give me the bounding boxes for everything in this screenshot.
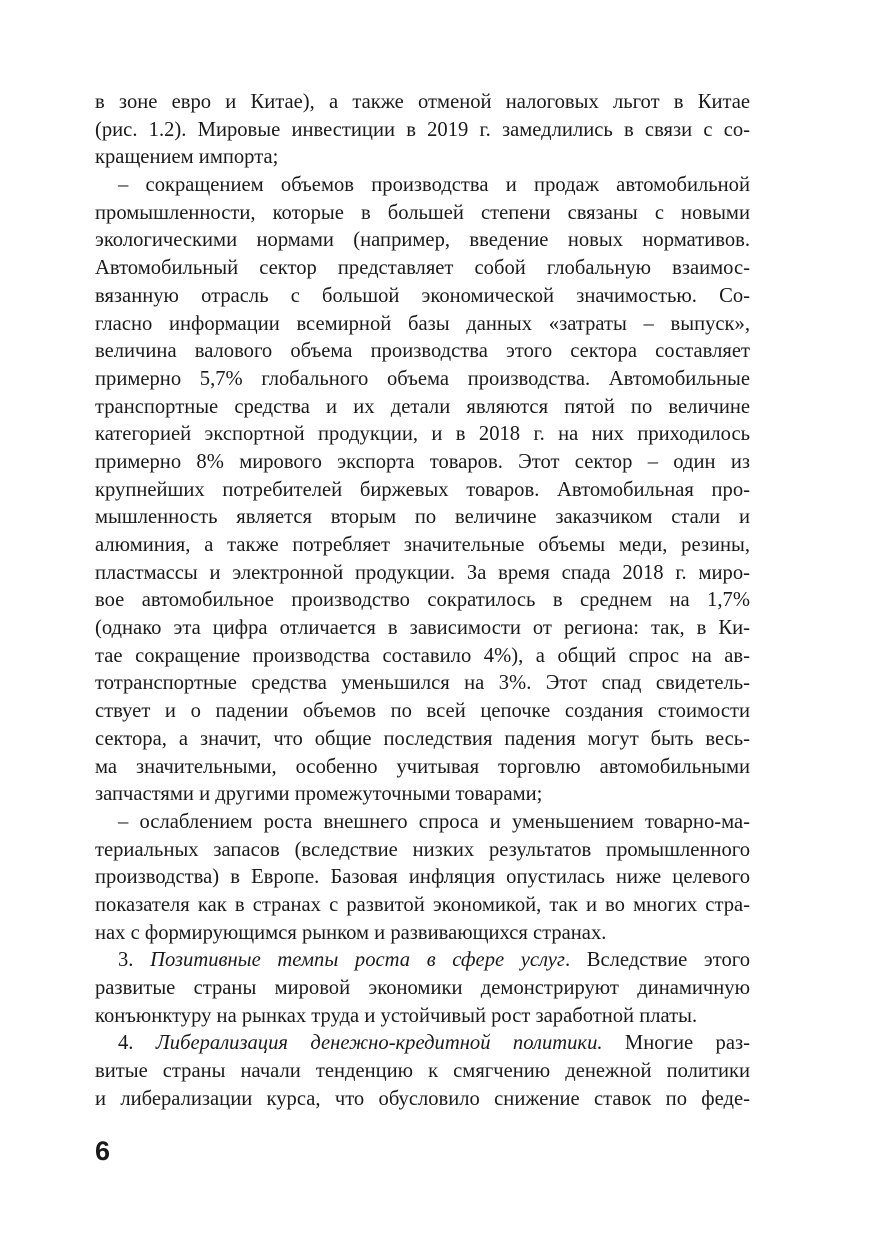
text-line: запчастями и другими промежуточными товарами;	[95, 783, 543, 806]
text-line: териальных запасов (вследствие низких результатов промышленного	[95, 838, 750, 861]
text-line: крупнейших потребителей биржевых товаров. Автомобильная про-	[95, 478, 750, 501]
item-4-title: Либерализация денежно-кредитной политики.	[155, 1032, 603, 1055]
text-line: сектора, а значит, что общие последствия падения могут быть весь-	[95, 727, 750, 750]
text-line: – ослаблением роста внешнего спроса и уменьшением товарно-ма-	[118, 810, 750, 833]
text-line: витые страны начали тенденцию к смягчению денежной политики	[95, 1060, 750, 1083]
item-3-number: 3.	[118, 949, 134, 972]
text-line: Автомобильный сектор представляет собой глобальную взаимос-	[95, 257, 750, 280]
item-3-title: Позитивные темпы роста в сфере услуг	[150, 949, 565, 972]
text-line: ма значительными, особенно учитывая торговлю автомобильными	[95, 755, 750, 778]
text-line: примерно 5,7% глобального объема производства. Автомобильные	[95, 367, 750, 390]
text-line: конъюнктуру на рынках труда и устойчивый рост заработной платы.	[95, 1004, 698, 1027]
text-line: вое автомобильное производство сократилось в среднем на 1,7%	[95, 589, 750, 612]
item-4-number: 4.	[118, 1032, 134, 1055]
text-line: развитые страны мировой экономики демонстрируют динамичную	[95, 977, 750, 999]
text-line: пластмассы и электронной продукции. За время спада 2018 г. миро-	[95, 561, 750, 584]
text-line: тотранспортные средства уменьшился на 3%. Этот спад свидетель-	[95, 672, 750, 695]
text-line: гласно информации всемирной базы данных «затраты – выпуск»,	[95, 312, 750, 335]
text-line: алюминия, а также потребляет значительные объемы меди, резины,	[95, 534, 750, 556]
text-line: вязанную отрасль с большой экономической значимостью. Со-	[95, 284, 750, 307]
text-line: мышленность является вторым по величине заказчиком стали и	[95, 506, 750, 529]
text-line: транспортные средства и их детали являются пятой по величине	[95, 395, 750, 418]
item-3-heading-line	[95, 947, 750, 975]
text-line: – сокращением объемов производства и продаж автомобильной	[118, 174, 750, 197]
text-line: экологическими нормами (например, введение новых нормативов.	[95, 229, 750, 252]
text-line: (однако эта цифра отличается в зависимости от региона: так, в Ки-	[95, 617, 750, 640]
text-line: тае сокращение производства составило 4%), а общий спрос на ав-	[95, 644, 750, 667]
item-3-text: . Вследствие этого	[564, 949, 750, 972]
item-4-text: Многие раз-	[602, 1032, 750, 1055]
text-line: кращением импорта;	[95, 146, 279, 169]
text-line: и либерализации курса, что обусловило снижение ставок по феде-	[95, 1087, 750, 1110]
text-line: нах с формирующимся рынком и развивающихся странах.	[95, 921, 607, 944]
text-line: категорией экспортной продукции, и в 2018 г. на них приходилось	[95, 423, 750, 446]
text-line: ствует и о падении объемов по всей цепочке создания стоимости	[95, 700, 750, 723]
text-line: (рис. 1.2). Мировые инвестиции в 2019 г. замедлились в связи с со-	[95, 118, 750, 141]
text-line: производства) в Европе. Базовая инфляция опустилась ниже целевого	[95, 866, 750, 889]
document-body	[95, 89, 750, 1113]
page-number: 6	[95, 1136, 111, 1166]
text-line: в зоне евро и Китае), а также отменой налоговых льгот в Китае	[95, 91, 750, 113]
text-line: величина валового объема производства этого сектора составляет	[95, 340, 750, 363]
item-4-heading-line	[95, 1030, 750, 1058]
text-line: примерно 8% мирового экспорта товаров. Этот сектор – один из	[95, 450, 750, 473]
text-line: промышленности, которые в большей степени связаны с новыми	[95, 201, 750, 224]
text-line: показателя как в странах с развитой экономикой, так и во многих стра-	[95, 893, 750, 916]
